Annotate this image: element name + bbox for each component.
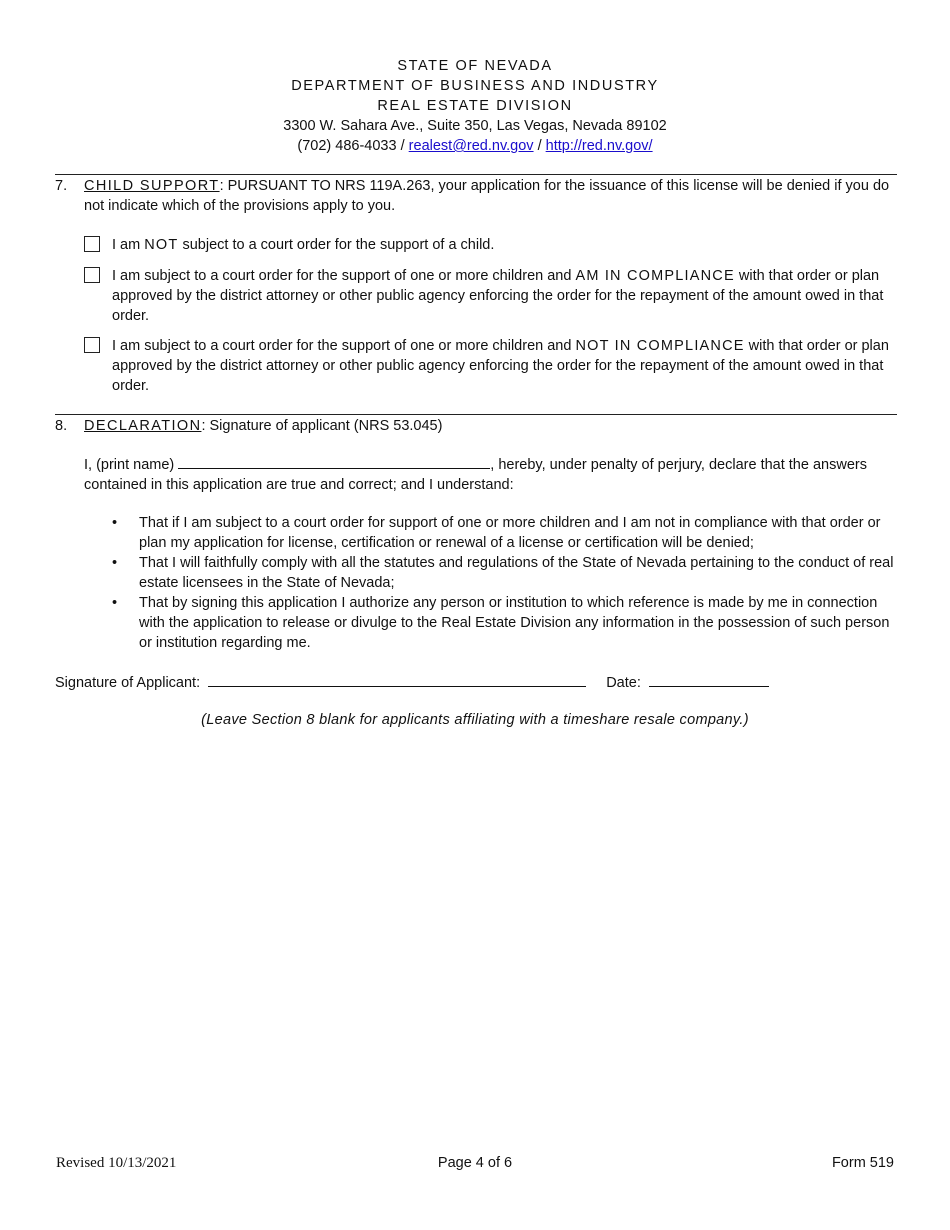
section8-divider [55, 414, 897, 415]
date-field[interactable] [649, 672, 769, 687]
contact-separator: / [396, 138, 409, 154]
agency-address: 3300 W. Sahara Ave., Suite 350, Las Vegas, Nevada 89102 [283, 118, 667, 134]
child-support-option-not-in-compliance[interactable]: I am subject to a court order for the support of one or more children and NOT IN COMPLIANCE with that order or plan approved by the district attorney or other public agency enforcing the order for the repayment of the amount owed in that order. [84, 336, 894, 396]
checkbox-not-subject[interactable] [84, 236, 100, 252]
child-support-option-not-subject[interactable]: I am NOT subject to a court order for the support of a child. [84, 235, 894, 255]
checkbox-not-in-compliance[interactable] [84, 337, 100, 353]
department-title: DEPARTMENT OF BUSINESS AND INDUSTRY [291, 78, 659, 94]
website-link[interactable]: http://red.nv.gov/ [545, 138, 653, 154]
section-number: 8. [55, 418, 68, 434]
date-label: Date: [606, 675, 641, 691]
declaration-text: , hereby, under penalty of perjury, declare that the answers contained in this application are true and correct; and I understand: [84, 457, 867, 493]
page-number: Page 4 of 6 [437, 1155, 513, 1171]
bullet-marker: • [112, 595, 118, 611]
agency-phone: (702) 486-4033 [297, 138, 397, 154]
section7-divider [55, 174, 897, 175]
declaration-bullets [84, 513, 894, 653]
checkbox-in-compliance[interactable] [84, 267, 100, 283]
section-number: 7. [55, 178, 68, 194]
section-7-child-support [55, 176, 897, 216]
signature-label: Signature of Applicant: [55, 675, 201, 691]
declaration-bullet: • That I will faithfully comply with all the statutes and regulations of the State of Nevada pertaining to the conduct of real estate licensees in the State of Nevada; [112, 555, 894, 591]
signature-field[interactable] [208, 672, 586, 687]
print-name-field[interactable] [178, 454, 490, 469]
section7-title: CHILD SUPPORT [84, 178, 220, 194]
declaration-statement [84, 454, 896, 495]
division-title: REAL ESTATE DIVISION [377, 98, 573, 114]
bullet-marker: • [112, 515, 118, 531]
section8-subtitle: : Signature of applicant (NRS 53.045) [201, 418, 443, 434]
agency-header [0, 56, 950, 156]
signature-row [55, 672, 769, 693]
state-title: STATE OF NEVADA [397, 58, 553, 74]
child-support-option-in-compliance[interactable]: I am subject to a court order for the support of one or more children and AM IN COMPLIANCE with that order or plan approved by the district attorney or other public agency enforcing the order for the repayment of the amount owed in that order. [84, 266, 894, 326]
contact-line [0, 136, 950, 156]
section7-intro-text: : PURSUANT TO NRS 119A.263, your application for the issuance of this license will be denied if you do not indicate which of the provisions apply to you. [84, 178, 890, 214]
print-name-label: I, (print name) [84, 457, 175, 473]
section-8-declaration [55, 416, 897, 436]
declaration-bullet: • That if I am subject to a court order for support of one or more children and I am not in compliance with that order or plan my application for license, certification or renewal of a license or certification will be denied; [112, 515, 881, 551]
revised-date: Revised 10/13/2021 [56, 1155, 177, 1171]
contact-separator: / [533, 138, 546, 154]
section8-title: DECLARATION [84, 418, 202, 434]
section7-intro [84, 176, 897, 216]
email-link[interactable]: realest@red.nv.gov [408, 138, 534, 154]
declaration-bullet: • That by signing this application I authorize any person or institution to which reference is made by me in connection with the application to release or divulge to the Real Estate Division any information in the possession of such person or institution regarding me. [112, 595, 890, 651]
form-number: Form 519 [831, 1155, 894, 1171]
section8-note: (Leave Section 8 blank for applicants affiliating with a timeshare resale company.) [201, 712, 749, 728]
bullet-marker: • [112, 555, 118, 571]
